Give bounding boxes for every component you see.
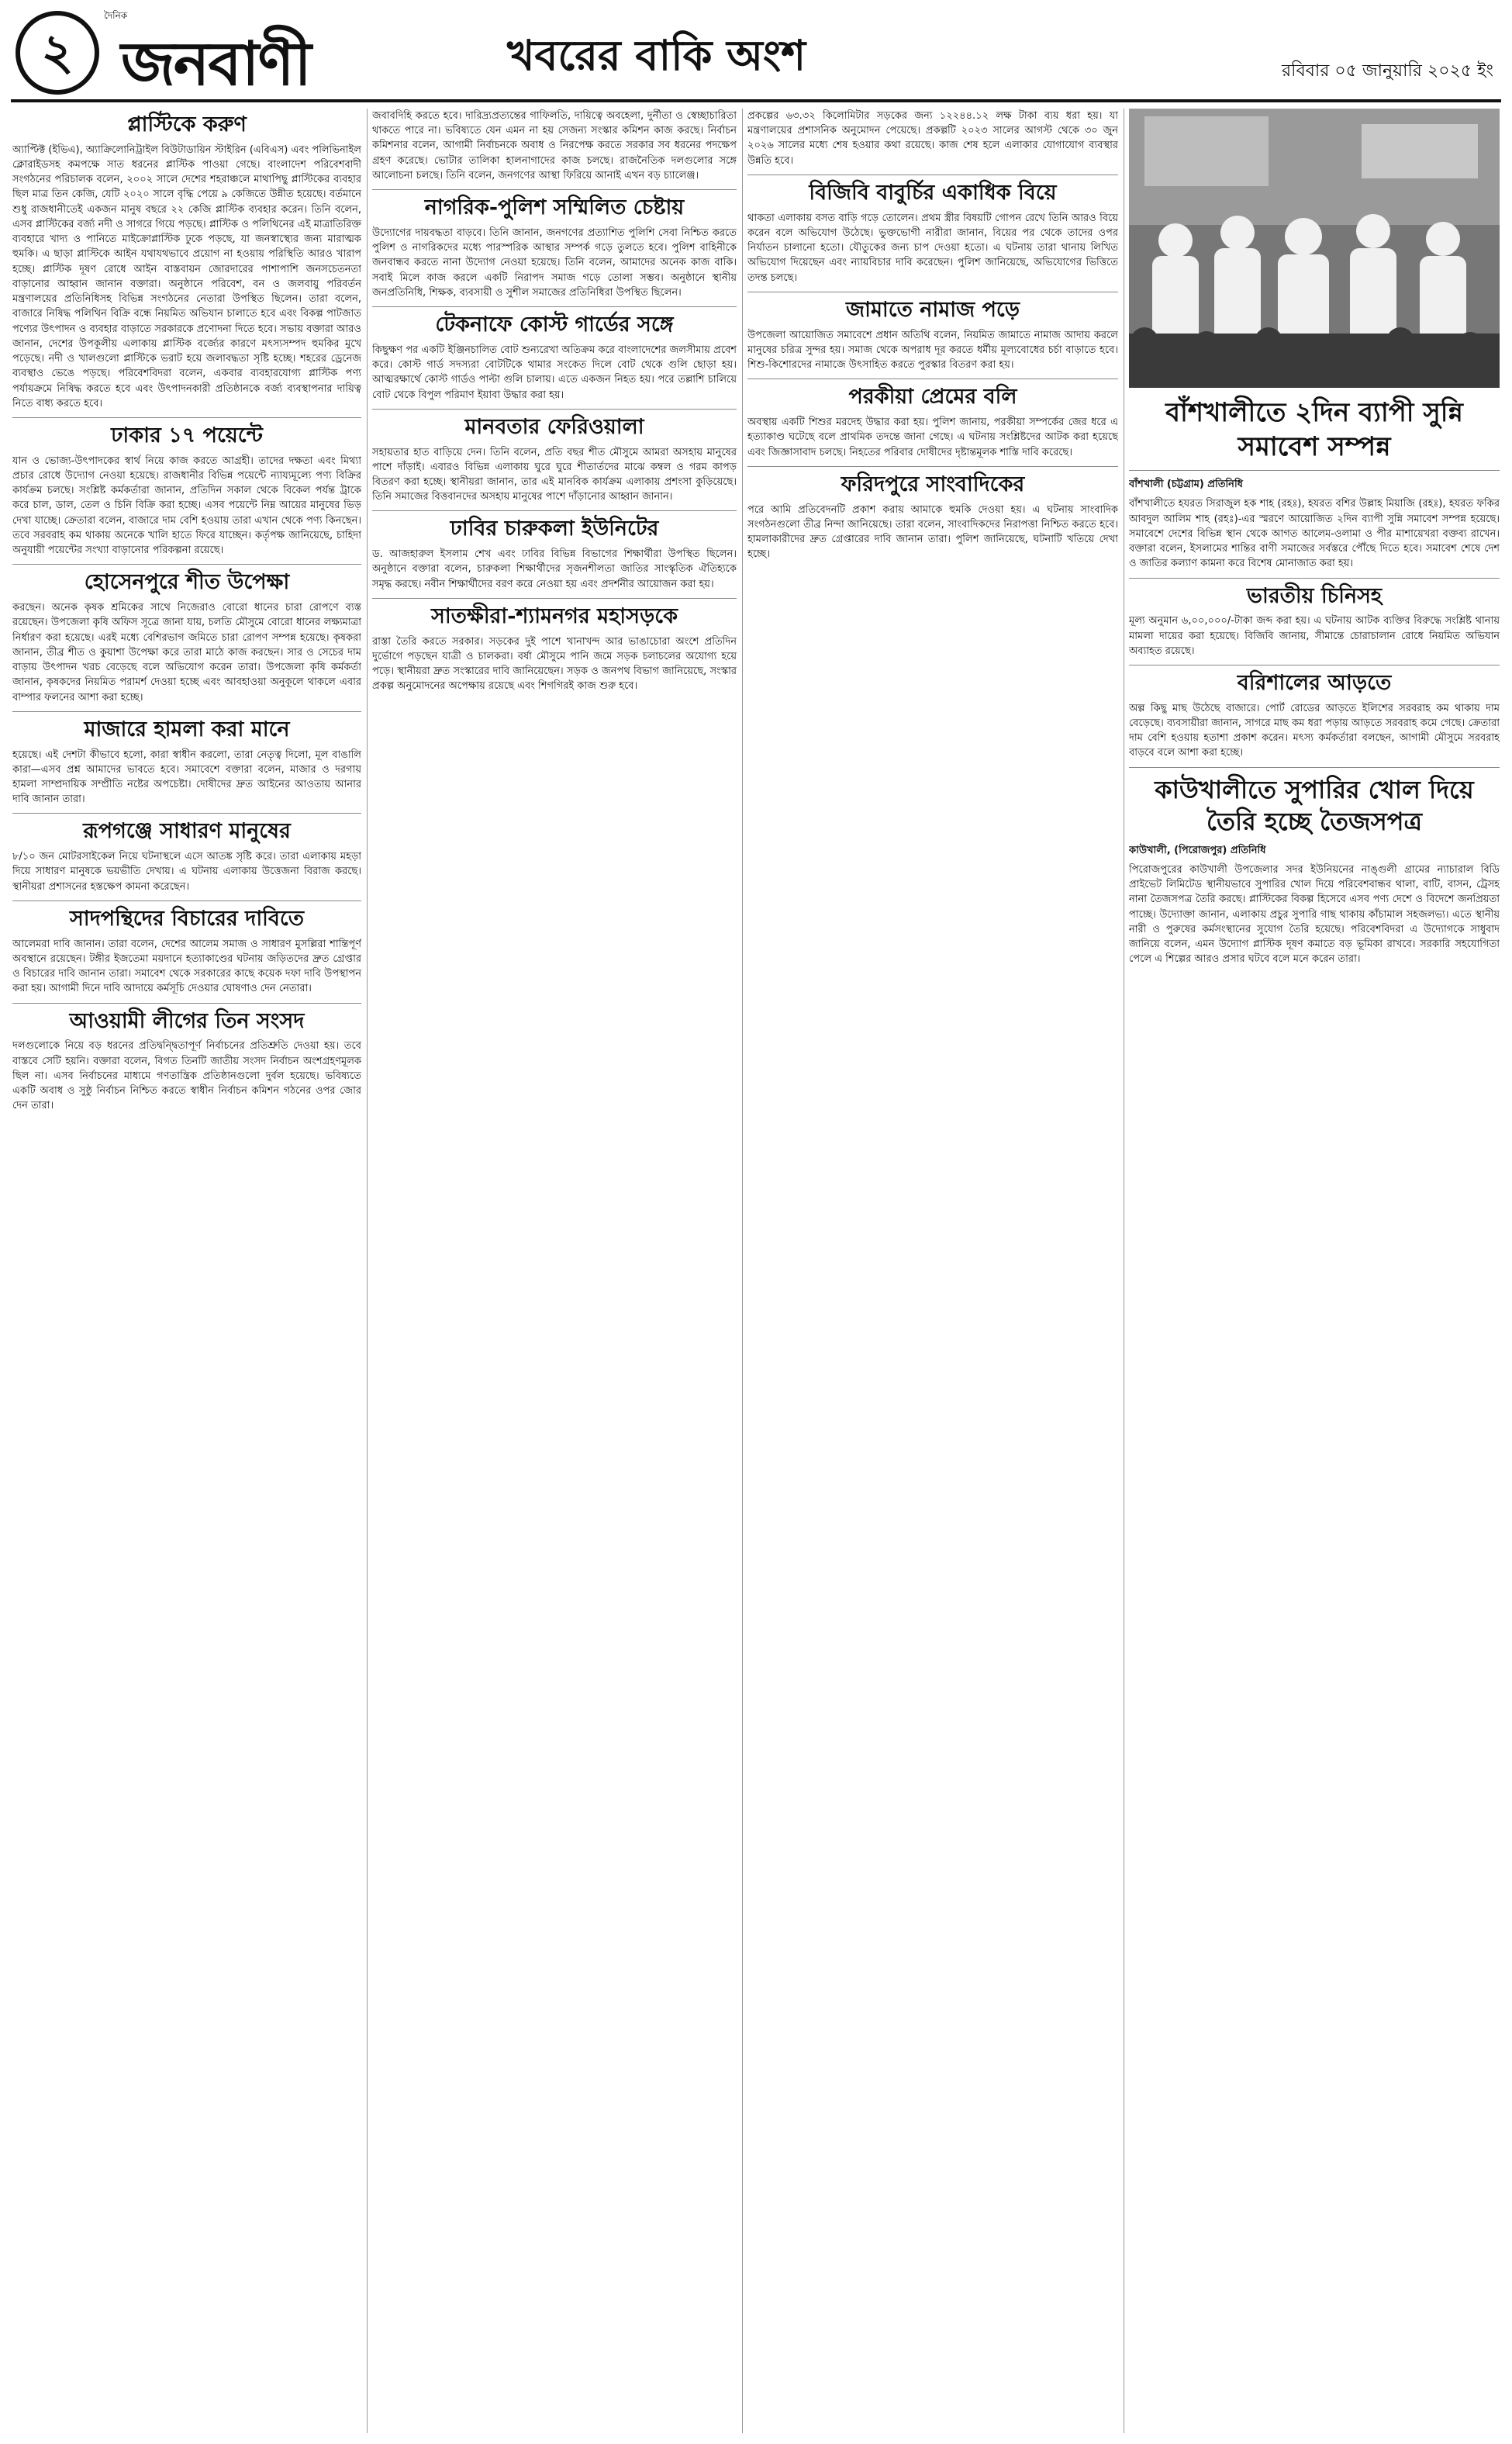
story-body: অ্যাপ্টিক্ট (ইভিএ), অ্যাক্রিলোনিট্রাইল বিউটাডায়িন স্টাইরিন (এবিএস) এবং পলিভিনাইল ক্লোরাইডসহ কমপক্ষে সাত ধরনের প্লাস্টিক পাওয়া গেছে। বাংলাদেশ পরিবেশবাদী সংগঠনের পরিচালক বলেন, ২০০২ সালে দেশের শহরাঞ্চলে মাথাপিছু প্লাস্টিকের ব্যবহার ছিল মাত্র তিন কেজি, যেটি ২০২০ সালে বৃদ্ধি পেয়ে ৯ কেজিতে উন্নীত হয়েছে। বর্তমানে শুধু রাজধানীতেই একজন মানুষ বছরে ২২ কেজি প্লাস্টিক ব্যবহার করেন। তিনি বলেন, এসব প্লাস্টিকের বর্জ্য নদী ও সাগরে গিয়ে পড়ছে। প্লাস্টিক ও পলিথিনের এই মাত্রাতিরিক্ত ব্যবহারে খাদ্য ও পানিতে মাইক্রোপ্লাস্টিক ঢুকে পড়ছে, যা জনস্বাস্থ্যের জন্য মারাত্মক হুমকি। এ ছাড়া প্লাস্টিকে আইন যথাযথভাবে প্রয়োগ না হওয়ায় পরিস্থিতি আরও খারাপ হচ্ছে। প্লাস্টিক দূষণ রোধে আইন বাস্তবায়ন জোরদারের পাশাপাশি জনসচেতনতা বাড়ানোর আহ্বান জানান বক্তারা। অনুষ্ঠানে পরিবেশ, বন ও জলবায়ু পরিবর্তন মন্ত্রণালয়ের প্রতিনিধিসহ বিভিন্ন সংগঠনের নেতারা উপস্থিত ছিলেন। তারা বলেন, বাজারে নিষিদ্ধ পলিথিন বিক্রি বন্ধে নিয়মিত অভিযান চালাতে হবে এবং বিকল্প পাটজাত পণ্যের উৎপাদন ও ব্যবহার বাড়াতে সরকারকে প্রণোদনা দিতে হবে। সভায় বক্তারা আরও জানান, দেশের উপকূলীয় এলাকায় প্লাস্টিক বর্জ্যের কারণে মৎস্যসম্পদ হুমকির মুখে পড়েছে। নদী ও খালগুলো প্লাস্টিকে ভরাট হয়ে জলাবদ্ধতা সৃষ্টি হচ্ছে। শহরের ড্রেনেজ ব্যবস্থাও ভেঙে পড়ছে। পরিবেশবিদরা বলেন, একবার ব্যবহারযোগ্য প্লাস্টিক পণ্য পর্যায়ক্রমে নিষিদ্ধ করতে হবে এবং উৎপাদনকারী প্রতিষ্ঠানকে বর্জ্য ব্যবস্থাপনার দায়িত্ব নিতে বাধ্য করতে হবে। — [12, 143, 361, 410]
story-headline: ফরিদপুরে সাংবাদিকের — [747, 466, 1118, 498]
story-body: পিরোজপুরের কাউখালী উপজেলার সদর ইউনিয়নের নাঙ্গুলী গ্রামের ন্যাচারাল বিডি প্রাইভেট লিমিটেড স্থানীয়ভাবে সুপারির খোল দিয়ে পরিবেশবান্ধব থালা, বাটি, বাসন, ট্রেসহ নানা তৈজসপত্র তৈরি করছে। প্লাস্টিকের বিকল্প হিসেবে এসব পণ্য দেশে ও বিদেশে জনপ্রিয়তা পাচ্ছে। উদ্যোক্তা জানান, এলাকায় প্রচুর সুপারি গাছ থাকায় কাঁচামাল সহজলভ্য। এতে স্থানীয় নারী ও পুরুষের কর্মসংস্থানের সুযোগ তৈরি হয়েছে। পরিবেশবিদরা এ উদ্যোগকে সাধুবাদ জানিয়ে বলেন, এমন উদ্যোগ প্লাস্টিক দূষণ কমাতে বড় ভূমিকা রাখবে। সরকারি সহযোগিতা পেলে এ শিল্পের আরও প্রসার ঘটবে বলে মনে করেন তারা। — [1129, 863, 1500, 966]
story-padma — [747, 109, 1118, 168]
story-body: ড. আজহারুল ইসলাম শেখ এবং ঢাবির বিভিন্ন বিভাগের শিক্ষার্থীরা উপস্থিত ছিলেন। অনুষ্ঠানে বক্তারা বলেন, চারুকলা শিক্ষার্থীদের সৃজনশীলতা জাতির সাংস্কৃতিক ঐতিহ্যকে সমৃদ্ধ করছে। নবীন শিক্ষার্থীদের বরণ করে নেওয়া হয় এবং প্রদর্শনীর আয়োজন করা হয়। — [372, 548, 737, 590]
story-indian-sugar — [1129, 578, 1500, 659]
story-body: সহায়তার হাত বাড়িয়ে দেন। তিনি বলেন, প্রতি বছর শীত মৌসুমে আমরা অসহায় মানুষের পাশে দাঁড়াই। এবারও বিভিন্ন এলাকায় ঘুরে ঘুরে শীতার্তদের মাঝে কম্বল ও গরম কাপড় বিতরণ করা হচ্ছে। স্থানীয়রা জানান, তার এই মানবিক কার্যক্রম এলাকায় প্রশংসা কুড়িয়েছে। তিনি সমাজের বিত্তবানদের অসহায় মানুষের পাশে দাঁড়ানোর আহ্বান জানান। — [372, 446, 737, 503]
story-corruption — [372, 109, 737, 183]
column-4 — [1129, 109, 1500, 2433]
story-headline: জামাতে নামাজ পড়ে — [747, 292, 1118, 323]
section-title: খবরের বাকি অংশ — [507, 30, 806, 80]
story-headline: হোসেনপুরে শীত উপেক্ষা — [12, 564, 361, 596]
story-body: করছেন। অনেক কৃষক শ্রমিকের সাথে নিজেরাও বোরো ধানের চারা রোপণে ব্যস্ত রয়েছেন। উপজেলা কৃষি অফিস সূত্রে জানা যায়, চলতি মৌসুমে বোরো ধানের লক্ষ্যমাত্রা নির্ধারণ করা হয়েছে। এরই মধ্যে বেশিরভাগ জমিতে চারা রোপণ সম্পন্ন হয়েছে। কৃষকরা জানান, তীব্র শীত ও কুয়াশা উপেক্ষা করে তারা মাঠে কাজ করছেন। সার ও সেচের দাম বাড়ায় উৎপাদন খরচ বেড়েছে বলে অভিযোগ করেন তারা। উপজেলা কৃষি কর্মকর্তা জানান, কৃষকদের নিয়মিত পরামর্শ দেওয়া হচ্ছে এবং আবহাওয়া অনুকূলে থাকলে এবার বাম্পার ফলনের আশা করা হচ্ছে। — [12, 602, 361, 703]
story-headline: পরকীয়া প্রেমের বলি — [747, 379, 1118, 410]
column-divider — [367, 109, 368, 2433]
logo-text: জনবাণী — [121, 29, 310, 99]
masthead — [11, 6, 1501, 102]
story-barishal — [1129, 665, 1500, 761]
story-coastguard — [372, 306, 737, 403]
story-body: প্রকল্পের ৬৩.৩২ কিলোমিটার সড়কের জন্য ১২২৪৪.১২ লক্ষ টাকা ব্যয় ধরা হয়। যা মন্ত্রণালয়ের প্রশাসনিক অনুমোদন পেয়েছে। প্রকল্পটি ২০২৩ সালের আগস্ট থেকে ৩০ জুন ২০২৬ সালের মধ্যে শেষ হওয়ার কথা রয়েছে। কাজ শেষ হলে এলাকার যোগাযোগ ব্যবস্থার উন্নতি হবে। — [747, 110, 1118, 167]
story-headline: টেকনাফে কোস্ট গার্ডের সঙ্গে — [372, 306, 737, 338]
story-body: বাঁশখালীতে হযরত সিরাজুল হক শাহ (রহঃ), হযরত বশির উল্লাহ মিয়াজি (রহঃ), হযরত ফকির আবদুল আলিম শাহ (রহঃ)-এর স্মরণে আয়োজিত ২দিন ব্যাপী সুন্নি সমাবেশ সম্পন্ন হয়েছে। সমাবেশে দেশের বিভিন্ন স্থান থেকে আগত আলেম-ওলামা ও পীর মাশায়েখরা বক্তব্য রাখেন। বক্তারা বলেন, ইসলামের শান্তির বাণী সমাজের সর্বস্তরে পৌঁছে দিতে হবে। সমাবেশ শেষে দেশ ও জাতির কল্যাণ কামনা করে বিশেষ মোনাজাত করা হয়। — [1129, 498, 1500, 570]
story-body: জবাবদিহি করতে হবে। দারিদ্র্যপ্রত্যন্তের গাফিলতি, দায়িত্বে অবহেলা, দুর্নীতা ও স্বেচ্ছাচারিতা থাকতে পারে না। ভবিষ্যতে যেন এমন না হয় সেজন্য সংস্কার কমিশন কাজ করছে। নির্বাচন কমিশনার বলেন, আগামী নির্বাচনকে অবাধ ও নিরপেক্ষ করতে সরকার সব ধরনের পদক্ষেপ গ্রহণ করেছে। ভোটার তালিকা হালনাগাদের কাজ চলছে। রাজনৈতিক দলগুলোর সঙ্গে আলোচনা চলছে। তিনি বলেন, জনগণের আস্থা ফিরিয়ে আনাই এখন বড় চ্যালেঞ্জ। — [372, 110, 737, 181]
newspaper-logo — [104, 9, 430, 99]
story-hossainpur — [12, 564, 361, 704]
story-awami — [12, 1003, 361, 1114]
daily-label: দৈনিক — [104, 10, 128, 21]
story-body: মূল্য অনুমান ৬,০০,০০০/-টাকা জব্দ করা হয়। এ ঘটনায় আটক ব্যক্তির বিরুদ্ধে সংশ্লিষ্ট থানায় মামলা দায়ের করা হয়েছে। বিজিবি জানায়, সীমান্তে চোরাচালান রোধে নিয়মিত অভিযান অব্যাহত রয়েছে। — [1129, 615, 1500, 657]
story-dhaka — [12, 417, 361, 558]
story-body: থাকতা এলাকায় বসত বাড়ি গড়ে তোলেন। প্রথম স্ত্রীর বিষয়টি গোপন রেখে তিনি আরও বিয়ে করেন বলে অভিযোগ উঠেছে। ভুক্তভোগী নারীরা জানান, বিয়ের পর থেকে তাদের ওপর নির্যাতন চালানো হতো। যৌতুকের জন্য চাপ দেওয়া হতো। এ ঘটনায় তারা থানায় লিখিত অভিযোগ দিয়েছেন এবং ন্যায়বিচার দাবি করেছেন। পুলিশ জানিয়েছে, অভিযোগের ভিত্তিতে তদন্ত চলছে। — [747, 212, 1118, 284]
news-photo-gathering — [1129, 109, 1500, 388]
story-body: কিছুক্ষণ পর একটি ইঞ্জিনচালিত বোট শুন্যরেখা অতিক্রম করে বাংলাদেশের জলসীমায় প্রবেশ করে। কোস্ট গার্ড সদস্যরা বোটটিকে থামার সংকেত দিলে বোট থেকে গুলি ছোড়া হয়। আত্মরক্ষার্থে কোস্ট গার্ডও পাল্টা গুলি চালায়। এতে একজন নিহত হয়। পরে তল্লাশি চালিয়ে বোট থেকে বিপুল পরিমাণ ইয়াবা উদ্ধার করা হয়। — [372, 344, 737, 401]
story-headline: ঢাবির চারুকলা ইউনিটের — [372, 510, 737, 542]
story-plastic — [12, 112, 361, 411]
story-byline: বাঁশখালী (চট্টগ্রাম) প্রতিনিধি — [1129, 479, 1243, 491]
story-body: উদ্যোগের দায়বদ্ধতা বাড়বে। তিনি জানান, জনগণের প্রত্যাশিত পুলিশি সেবা নিশ্চিত করতে পুলিশ ও নাগরিকদের মধ্যে পারস্পরিক আস্থার সম্পর্ক গড়ে তুলতে হবে। পুলিশ বাহিনীকে জনবান্ধব করতে নানা উদ্যোগ নেওয়া হয়েছে। তিনি বলেন, আমাদের অনেক কাজ বাকি। সবাই মিলে কাজ করলে একটি নিরাপদ সমাজ গড়ে তোলা সম্ভব। অনুষ্ঠানে স্থানীয় জনপ্রতিনিধি, শিক্ষক, ব্যবসায়ী ও সুশীল সমাজের প্রতিনিধিরা উপস্থিত ছিলেন। — [372, 226, 737, 299]
crowd-photo-illustration — [1129, 109, 1500, 388]
story-headline: ভারতীয় চিনিসহ — [1129, 578, 1500, 610]
issue-date: রবিবার ০৫ জানুয়ারি ২০২৫ ইং — [1282, 61, 1493, 81]
story-headline: নাগরিক-পুলিশ সম্মিলিত চেষ্টায় — [372, 189, 737, 221]
story-headline: সাতক্ষীরা-শ্যামনগর মহাসড়কে — [372, 598, 737, 630]
story-banshkhali — [1129, 477, 1500, 571]
story-humanity — [372, 409, 737, 505]
story-bgb — [747, 175, 1118, 285]
story-body: পরে আমি প্রতিবেদনটি প্রকাশ করায় আমাকে হুমকি দেওয়া হয়। এ ঘটনায় সাংবাদিক সংগঠনগুলো তীব্র নিন্দা জানিয়েছে। তারা বলেন, সাংবাদিকদের নিরাপত্তা নিশ্চিত করতে হবে। হামলাকারীদের দ্রুত গ্রেপ্তারের দাবি জানান তারা। পুলিশ জানিয়েছে, ঘটনাটি খতিয়ে দেখা হচ্ছে। — [747, 503, 1118, 561]
story-headline: বরিশালের আড়তে — [1129, 665, 1500, 697]
story-body: দলগুলোকে নিয়ে বড় ধরনের প্রতিদ্বন্দ্বিতাপূর্ণ নির্বাচনের প্রতিশ্রুতি দেওয়া হয়। তবে বাস্তবে সেটি হয়নি। বক্তারা বলেন, বিগত তিনটি জাতীয় সংসদ নির্বাচন অংশগ্রহণমূলক ছিল না। এসব নির্বাচনের মাধ্যমে গণতান্ত্রিক প্রতিষ্ঠানগুলো দুর্বল হয়েছে। ভবিষ্যতে একটি অবাধ ও সুষ্ঠু নির্বাচন নিশ্চিত করতে স্বাধীন নির্বাচন কমিশন গঠনের ওপর জোর দেন তারা। — [12, 1040, 361, 1112]
story-body: রাস্তা তৈরি করতে সরকার। সড়কের দুই পাশে খানাখন্দ আর ভাঙাচোরা অংশে প্রতিদিন দুর্ভোগে পড়ছেন যাত্রী ও চালকরা। বর্ষা মৌসুমে পানি জমে সড়ক চলাচলের অযোগ্য হয়ে পড়ে। স্থানীয়রা দ্রুত সংস্কারের দাবি জানিয়েছেন। সড়ক ও জনপথ বিভাগ জানিয়েছে, সংস্কার প্রকল্প অনুমোদনের অপেক্ষায় রয়েছে এবং শিগগিরই কাজ শুরু হবে। — [372, 635, 737, 693]
column-divider — [742, 109, 743, 2433]
story-mazar — [12, 711, 361, 807]
column-3 — [747, 109, 1118, 2433]
story-body: উপজেলা আয়োজিত সমাবেশে প্রধান অতিথি বলেন, নিয়মিত জামাতে নামাজ আদায় করলে মানুষের চরিত্র সুন্দর হয়। সমাজ থেকে অপরাধ দূর করতে ধর্মীয় মূল্যবোধের চর্চা বাড়াতে হবে। শিশু-কিশোরদের নামাজে উৎসাহিত করতে পুরস্কার বিতরণ করা হয়। — [747, 329, 1118, 372]
story-headline: রূপগঞ্জে সাধারণ মানুষের — [12, 813, 361, 845]
story-headline: কাউখালীতে সুপারির খোল দিয়ে তৈরি হচ্ছে তৈজসপত্র — [1129, 767, 1500, 838]
feature-headline: বাঁশখালীতে ২দিন ব্যাপী সুন্নি সমাবেশ সম্পন্ন — [1129, 396, 1500, 471]
story-kawkhali — [1129, 767, 1500, 967]
story-body: ৮/১০ জন মোটরসাইকেল নিয়ে ঘটনাস্থলে এসে আতঙ্ক সৃষ্টি করে। তারা এলাকায় মহড়া দিয়ে সাধারণ মানুষকে ভয়ভীতি দেখায়। এ ঘটনায় এলাকায় উত্তেজনা বিরাজ করছে। স্থানীয়রা প্রশাসনের হস্তক্ষেপ কামনা করেছেন। — [12, 851, 361, 893]
story-headline: সাদপন্থিদের বিচারের দাবিতে — [12, 901, 361, 932]
story-byline: কাউখালী, (পিরোজপুর) প্রতিনিধি — [1129, 844, 1266, 856]
story-headline: মানবতার ফেরিওয়ালা — [372, 409, 737, 441]
story-rupganj — [12, 813, 361, 894]
story-faridpur — [747, 466, 1118, 562]
story-porokiya — [747, 379, 1118, 459]
story-headline: আওয়ামী লীগের তিন সংসদ — [12, 1003, 361, 1035]
story-body: হয়েছে। এই দেশটা কীভাবে হলো, কারা স্বাধীন করলো, তারা নেতৃত্ব দিলো, মূল বাঙালি কারা—এসব প্রশ্ন আমাদের ভাবতে হবে। সমাবেশে বক্তারা বলেন, মাজার ও দরগায় হামলা সাম্প্রদায়িক সম্প্রীতি নষ্টের অপচেষ্টা। দোষীদের দ্রুত আইনের আওতায় আনার দাবি জানান তারা। — [12, 748, 361, 806]
story-body: অল্প কিছু মাছ উঠেছে বাজারে। পোর্ট রোডের আড়তে ইলিশের সরবরাহ কম থাকায় দাম বেড়েছে। ব্যবসায়ীরা জানান, সাগরে মাছ কম ধরা পড়ায় আড়তে সরবরাহ কমে গেছে। ক্রেতারা দাম বেশি হওয়ায় হতাশা প্রকাশ করেন। মৎস্য কর্মকর্তারা বলছেন, আগামী মৌসুমে সরবরাহ বাড়বে বলে আশা করা হচ্ছে। — [1129, 702, 1500, 759]
story-headline: ঢাকার ১৭ পয়েন্টে — [12, 417, 361, 449]
story-nagorik — [372, 189, 737, 300]
story-body: আলেমরা দাবি জানান। তারা বলেন, দেশের আলেম সমাজ ও সাধারণ মুসল্লিরা শান্তিপূর্ণ অবস্থানে রয়েছেন। টঙ্গীর ইজতেমা ময়দানে হত্যাকাণ্ডের ঘটনায় জড়িতদের দ্রুত গ্রেপ্তার ও বিচারের দাবি জানান তারা। সমাবেশ থেকে সরকারের কাছে কয়েক দফা দাবি উপস্থাপন করা হয়। আগামী দিনে দাবি আদায়ে কর্মসূচি দেওয়ার ঘোষণাও দেন নেতারা। — [12, 938, 361, 995]
story-body: অবস্থায় একটি শিশুর মরদেহ উদ্ধার করা হয়। পুলিশ জানায়, পরকীয়া সম্পর্কের জের ধরে এ হত্যাকাণ্ড ঘটেছে বলে প্রাথমিক তদন্তে জানা গেছে। এ ঘটনায় সংশ্লিষ্টদের আটক করা হয়েছে এবং জিজ্ঞাসাবাদ চলছে। নিহতের পরিবার দোষীদের দৃষ্টান্তমূলক শাস্তি দাবি করেছে। — [747, 417, 1118, 458]
story-headline: প্লাস্টিকে করুণ — [127, 112, 247, 137]
story-jamat — [747, 292, 1118, 372]
story-satkhira — [372, 598, 737, 694]
column-1 — [12, 109, 361, 2433]
story-charukala — [372, 510, 737, 591]
column-2 — [372, 109, 737, 2433]
story-headline: বিজিবি বাবুর্চির একাধিক বিয়ে — [747, 175, 1118, 206]
story-body: যান ও ভোজ্য-উৎপাদকের স্বার্থ নিয়ে কাজ করতে আগ্রহী। তাদের দক্ষতা এবং মিথ্যা প্রচার রোধে উদ্যোগ নেওয়া হয়েছে। রাজধানীর বিভিন্ন পয়েন্টে ন্যায্যমূল্যে পণ্য বিক্রির কার্যক্রম চলছে। সংশ্লিষ্ট কর্মকর্তারা জানান, প্রতিদিন সকাল থেকে বিকেল পর্যন্ত ট্রাকে করে চাল, ডাল, তেল ও চিনি বিক্রি করা হচ্ছে। এসব পয়েন্টে নিম্ন আয়ের মানুষের ভিড় দেখা যাচ্ছে। ক্রেতারা বলেন, বাজারে দাম বেশি হওয়ায় তারা এখান থেকে পণ্য কিনছেন। তবে সরবরাহ কম থাকায় অনেকে খালি হাতে ফিরে যাচ্ছেন। কর্তৃপক্ষ জানিয়েছে, চাহিদা অনুযায়ী পয়েন্টের সংখ্যা বাড়ানোর পরিকল্পনা রয়েছে। — [12, 455, 361, 557]
story-headline: মাজারে হামলা করা মানে — [12, 711, 361, 743]
story-sadanpanthi — [12, 901, 361, 997]
page-number: ২ — [16, 11, 99, 95]
